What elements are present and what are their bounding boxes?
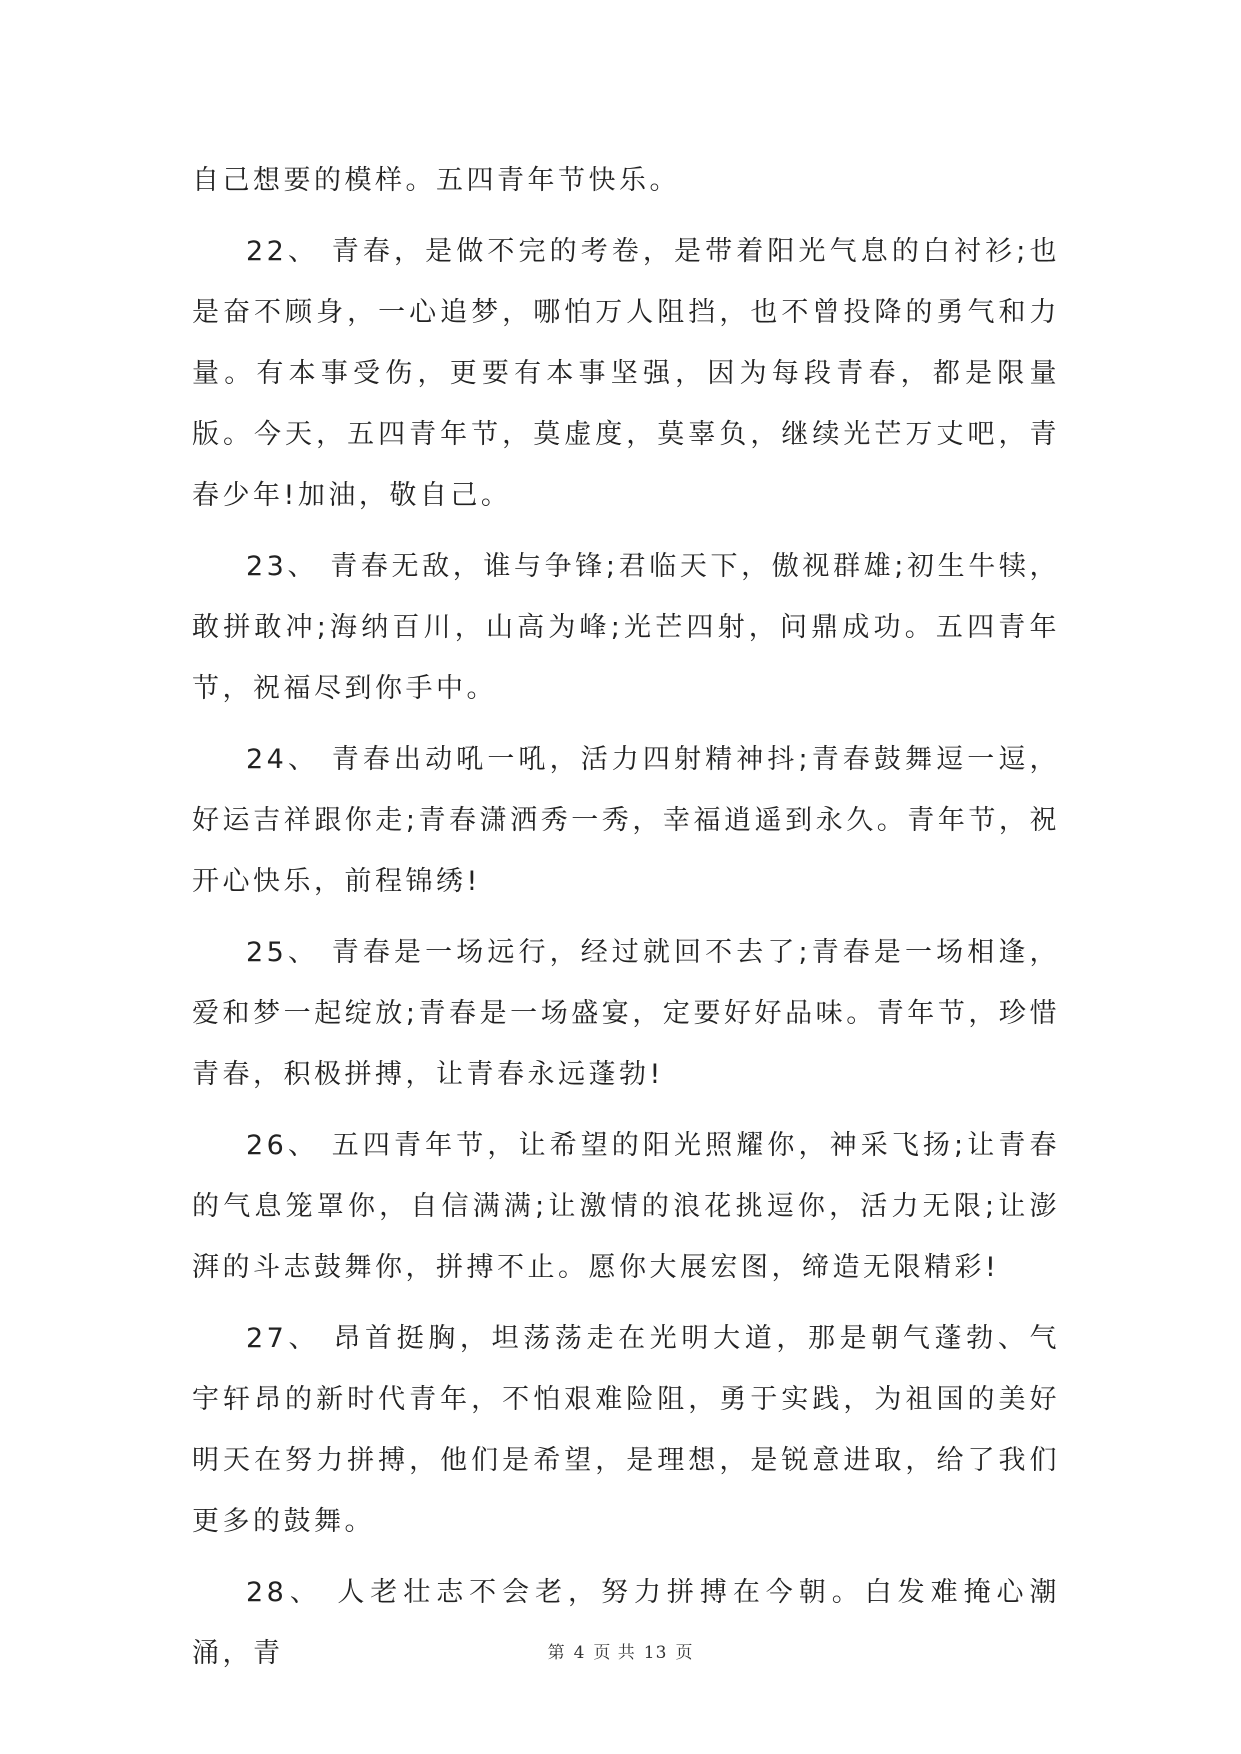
paragraph-item-27: 27、 昂首挺胸，坦荡荡走在光明大道，那是朝气蓬勃、气宇轩昂的新时代青年，不怕艰难险阻，勇于实践，为祖国的美好明天在努力拼搏，他们是希望，是理想，是锐意进取，给了我们更多的鼓舞。 [192,1323,1060,1537]
paragraph-item-22: 22、 青春，是做不完的考卷，是带着阳光气息的白衬衫;也是奋不顾身，一心追梦，哪怕万人阻挡，也不曾投降的勇气和力量。有本事受伤，更要有本事坚强，因为每段青春，都是限量版。今天，五四青年节，莫虚度，莫辜负，继续光芒万丈吧，青春少年!加油，敬自己。 [192,236,1060,511]
footer-current-page: 4 [573,1643,586,1663]
page-footer [0,1638,1241,1663]
footer-middle: 页 共 [593,1643,636,1663]
paragraph-item-24: 24、 青春出动吼一吼，活力四射精神抖;青春鼓舞逗一逗，好运吉祥跟你走;青春潇洒秀一秀，幸福逍遥到永久。青年节，祝开心快乐，前程锦绣! [192,744,1060,897]
paragraph-item-23: 23、 青春无敌，谁与争锋;君临天下，傲视群雄;初生牛犊，敢拼敢冲;海纳百川，山高为峰;光芒四射，问鼎成功。五四青年节，祝福尽到你手中。 [192,551,1060,704]
paragraph-item-25: 25、 青春是一场远行，经过就回不去了;青春是一场相逢，爱和梦一起绽放;青春是一场盛宴，定要好好品味。青年节，珍惜青春，积极拼搏，让青春永远蓬勃! [192,937,1060,1090]
footer-prefix: 第 [547,1643,566,1663]
paragraph-item-28: 28、 人老壮志不会老，努力拼搏在今朝。白发难掩心潮涌，青 [192,1577,1060,1669]
paragraph-continuation: 自己想要的模样。五四青年节快乐。 [192,165,680,196]
footer-suffix: 页 [675,1643,694,1663]
footer-total-pages: 13 [643,1643,668,1663]
document-body [192,150,1060,1694]
paragraph-item-26: 26、 五四青年节，让希望的阳光照耀你，神采飞扬;让青春的气息笼罩你，自信满满;让激情的浪花挑逗你，活力无限;让澎湃的斗志鼓舞你，拼搏不止。愿你大展宏图，缔造无限精彩! [192,1130,1060,1283]
